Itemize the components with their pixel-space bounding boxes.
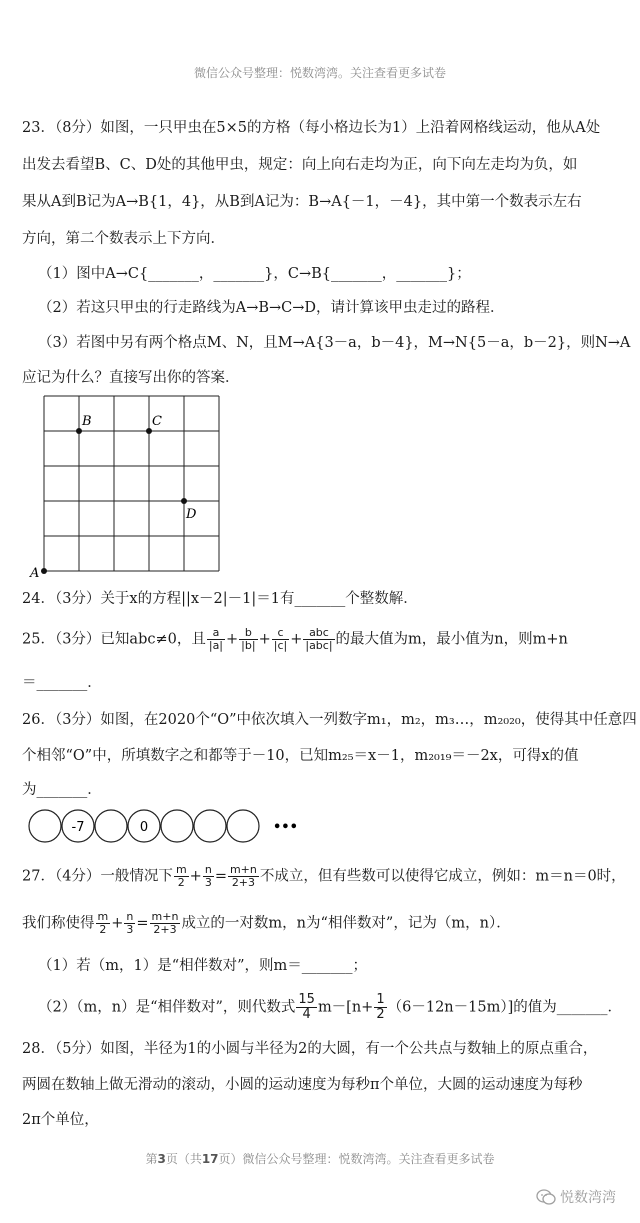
- q25-frac-b: $\frac{b}{|b|}$: [241, 626, 256, 652]
- circle-6: [194, 810, 226, 842]
- q25-frac-abc: $\frac{\text{abc}}{\text{|abc|}}$: [305, 626, 333, 652]
- point-d: [181, 498, 187, 504]
- label-b: B: [82, 414, 92, 429]
- q26-line2: 个相邻“O”中，所填数字之和都等于－10，已知m₂₅＝x－1，m₂₀₁₉＝－2x，可得x的值: [22, 748, 579, 764]
- circle-1: [29, 810, 61, 842]
- q23-line3: 果从A到B记为A→B{1，4}，从B到A记为：B→A{－1，－4}，其中第一个数表示左右: [22, 194, 582, 210]
- q27-frac-n3-b: $\frac{n}{3}$: [126, 910, 134, 936]
- q28-line3: 2π个单位，: [22, 1112, 99, 1128]
- q23-part1: （1）图中A→C{_______，_______}，C→B{_______，_______}；: [38, 266, 471, 282]
- point-a: [41, 568, 47, 574]
- q27-part1: （1）若（m，1）是“相伴数对”，则m＝_______；: [38, 958, 368, 974]
- grid-figure: [28, 392, 228, 586]
- q26-line3: 为_______．: [22, 782, 102, 798]
- page-footer: 第3页（共17页）微信公众号整理：悦数湾湾。关注查看更多试卷: [145, 1152, 495, 1166]
- q27-frac-n3: $\frac{n}{3}$: [204, 863, 212, 889]
- watermark-logo: [536, 1187, 616, 1207]
- circle-2-value: -7: [71, 820, 85, 835]
- q23-part3: （3）若图中另有两个格点M、N，且M→A{3－a，b－4}，M→N{5－a，b－2}，则N→A: [38, 335, 631, 351]
- q25-frac-a: $\frac{a}{|a|}$: [208, 626, 224, 652]
- q25-pre: 25．（3分）已知abc≠0，且: [22, 631, 206, 648]
- q25-line1: 25．（3分）已知abc≠0，且 $\frac{a}{|a|}$ + $\frac{b}{|b|}$ + $\frac{c}{|c|}$ + $\frac{\text{abc}}{\text{|abc|}}$ 的最大值为m，最小值为n，则m+n: [22, 626, 568, 652]
- q27-frac-sum-b: $\frac{m+n}{2+3}$: [151, 910, 179, 936]
- q28-line2: 两圆在数轴上做无滑动的滚动，小圆的运动速度为每秒π个单位，大圆的运动速度为每秒: [22, 1077, 583, 1093]
- q27-frac-1-2: $\frac{1}{2}$: [376, 992, 385, 1022]
- label-c: C: [152, 414, 162, 429]
- q27-line2: 我们称使得 $\frac{m}{2}$ + $\frac{n}{3}$ = $\frac{m+n}{2+3}$ 成立的一对数m，n为“相伴数对”，记为（m，n）．: [22, 910, 511, 936]
- q27-frac-sum: $\frac{m+n}{2+3}$: [229, 863, 257, 889]
- circle-3: [95, 810, 127, 842]
- q24-line: 24．（3分）关于x的方程||x－2|－1|＝1有_______个整数解．: [22, 591, 418, 607]
- q27-frac-m2-b: $\frac{m}{2}$: [97, 910, 109, 936]
- q27-line1: 27．（4分）一般情况下 $\frac{m}{2}$ + $\frac{n}{3}$ = $\frac{m+n}{2+3}$ 不成立，但有些数可以使得它成立，例如：m＝n＝0时，: [22, 863, 626, 889]
- q28-line1: 28．（5分）如图，半径为1的小圆与半径为2的大圆，有一个公共点与数轴上的原点重合，: [22, 1041, 598, 1057]
- q27-part2: （2）（m，n）是“相伴数对”，则代数式 $\frac{15}{4}$ m－[n+ $\frac{1}{2}$ （6－12n－15m）]的值为_______．: [38, 992, 622, 1022]
- q25-line2: ＝_______．: [22, 675, 102, 691]
- label-a: A: [30, 566, 40, 581]
- ellipsis-dots: •••: [273, 820, 298, 835]
- circle-5: [161, 810, 193, 842]
- circle-row-svg: [28, 808, 328, 848]
- q27-frac-m2: $\frac{m}{2}$: [175, 863, 187, 889]
- q23-line4: 方向，第二个数表示上下方向．: [22, 231, 225, 247]
- q26-line1: 26．（3分）如图，在2020个“O”中依次填入一列数字m₁，m₂，m₃…，m₂₀₂₀，使得其中任意四: [22, 712, 637, 728]
- circle-7: [227, 810, 259, 842]
- label-d: D: [186, 507, 197, 522]
- q23-part3-cont: 应记为什么？直接写出你的答案．: [22, 370, 240, 386]
- grid-lines: [44, 396, 219, 571]
- q27-frac-15-4: $\frac{15}{4}$: [298, 992, 315, 1022]
- logo-text: 悦数湾湾: [560, 1190, 616, 1206]
- q23-line1: 23．（8分）如图，一只甲虫在5×5的方格（每小格边长为1）上沿着网格线运动，他从A处: [22, 120, 601, 136]
- circle-row: [28, 808, 328, 852]
- wechat-icon: [536, 1188, 556, 1206]
- page-header: 微信公众号整理：悦数湾湾。关注查看更多试卷: [193, 66, 446, 80]
- grid-svg: [28, 392, 228, 582]
- q23-line2: 出发去看望B、C、D处的其他甲虫，规定：向上向右走均为正，向下向左走均为负，如: [22, 157, 578, 173]
- q23-part2: （2）若这只甲虫的行走路线为A→B→C→D，请计算该甲虫走过的路程．: [38, 300, 505, 316]
- circle-4-value: 0: [139, 820, 149, 835]
- q25-post: 的最大值为m，最小值为n，则m+n: [335, 631, 568, 648]
- q25-frac-c: $\frac{c}{|c|}$: [273, 626, 288, 652]
